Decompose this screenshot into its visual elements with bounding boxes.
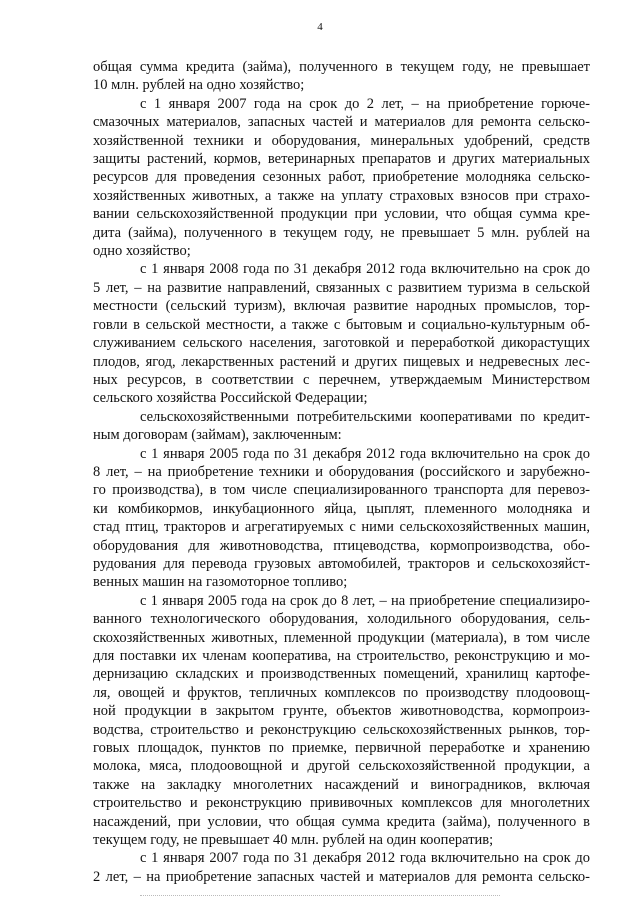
text-line: сельского хозяйства Российской Федерации; [93,390,368,407]
text-line: 5 лет, – на развитие направлений, связанных с развитием туризма в сельской [93,279,590,296]
text-line: местности (сельский туризм), включая развитие народных промыслов, тор- [93,298,590,315]
paragraph [93,95,590,261]
text-line: с 1 января 2005 года по 31 декабря 2012 года включительно на срок до [140,445,590,462]
text-line: одно хозяйство; [93,243,191,260]
text-line: ки комбикормов, инкубационного яйца, цыплят, племенного молодняка и [93,500,590,517]
text-line: ванного технологического оборудования, холодильного оборудования, сель- [93,611,590,628]
text-line: плодов, ягод, лекарственных растений и других пищевых и недревесных лес- [93,353,590,370]
text-line: с 1 января 2007 года на срок до 2 лет, – на приобретение горюче- [140,95,590,112]
scan-artifact-line [140,895,500,896]
text-line: оборудования для животноводства, птицеводства, кормопроизводства, обо- [93,537,590,554]
text-line: венных машин на газомоторное топливо; [93,574,348,591]
text-line: строительство и реконструкцию прививочных комплексов для многолетних [93,795,590,812]
text-line: текущем году, не превышает 40 млн. рублей на один кооператив; [93,832,494,849]
text-line: 8 лет, – на приобретение техники и оборудования (российского и зарубежно- [93,463,590,480]
text-line: хозяйственных животных, а также на уплату страховых взносов при страхо- [93,187,590,204]
text-line: молока, мяса, плодоовощной и другой сельскохозяйственной продукции, а [93,758,590,775]
text-line: для поставки их членам кооператива, на строительство, реконструкцию и мо- [93,648,590,664]
text-line: скохозяйственных животных, племенной продукции (материала), в том числе [93,629,590,646]
paragraph [93,58,590,95]
text-line: ля, овощей и фруктов, тепличных комплексов по производству плодоовощ- [93,684,590,701]
paragraph [93,260,590,407]
text-line: также на закладку многолетних насаждений и виноградников, включая [93,776,590,793]
paragraph [93,592,590,850]
page-number: 4 [317,21,323,33]
text-line: водства, строительство и реконструкцию сельскохозяйственных рынков, тор- [93,721,590,738]
paragraph [93,408,590,445]
text-line: рудования для перевода грузовых автомобилей, тракторов и сельскохозяйст- [93,555,590,572]
text-line: ных ресурсов, в соответствии с перечнем, утверждаемым Министерством [93,371,590,388]
text-line: насаждений, при условии, что общая сумма кредита (займа), полученного в [93,813,590,830]
text-line: дита (займа), полученного в текущем году, не превышает 5 млн. рублей на [93,224,590,241]
paragraph [93,849,590,886]
text-line: смазочных материалов, запасных частей и материалов для ремонта сельско- [93,114,590,131]
text-line: служиванием сельского населения, заготовкой и переработкой дикорастущих [93,335,590,352]
text-line: хозяйственной техники и оборудования, минеральных удобрений, средств [93,132,590,149]
text-line: с 1 января 2008 года по 31 декабря 2012 года включительно на срок до [140,261,590,278]
text-line: вании сельскохозяйственной продукции при условии, что общая сумма кре- [93,206,590,223]
text-line: общая сумма кредита (займа), полученного в текущем году, не превышает [93,59,590,75]
text-line: го производства), в том числе специализированного транспорта для перевоз- [93,482,590,499]
text-line: ресурсов для проведения сезонных работ, приобретение молодняка сельско- [93,169,590,186]
text-line: дернизацию складских и производственных помещений, хранилищ картофе- [93,666,590,683]
text-line: защиты растений, кормов, ветеринарных препаратов и других материальных [93,151,590,168]
text-line: с 1 января 2005 года на срок до 8 лет, – на приобретение специализиро- [140,592,590,609]
text-line: ным договорам (займам), заключенным: [93,427,342,444]
text-line: стад птиц, тракторов и агрегатируемых с ними сельскохозяйственных машин, [93,519,590,536]
text-line: говых площадок, пунктов по приемке, первичной переработке и хранению [93,740,590,757]
text-line: сельскохозяйственными потребительскими кооперативами по кредит- [140,408,590,425]
text-line: 2 лет, – на приобретение запасных частей и материалов для ремонта сельско- [93,868,590,885]
document-body [93,58,590,886]
text-line: ной продукции в закрытом грунте, объектов животноводства, кормопроиз- [93,703,590,720]
text-line: говли в сельской местности, а также с бытовым и социально-культурным об- [93,316,590,333]
paragraph [93,445,590,592]
text-line: с 1 января 2007 года по 31 декабря 2012 года включительно на срок до [140,850,590,867]
text-line: 10 млн. рублей на одно хозяйство; [93,77,305,94]
